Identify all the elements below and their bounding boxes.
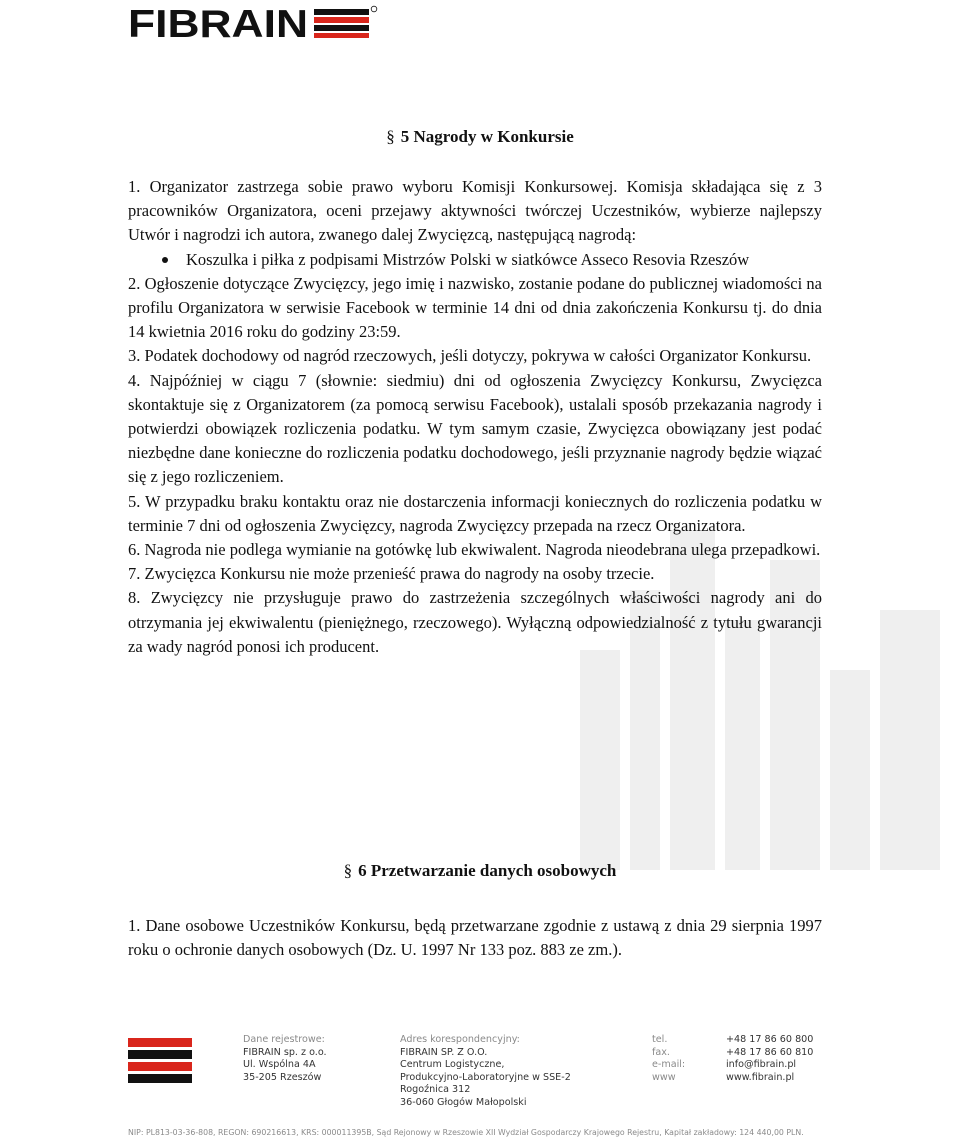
section-6-content: [128, 914, 822, 962]
page-footer: [0, 1030, 960, 1140]
footer-line: 36-060 Głogów Małopolski: [400, 1096, 527, 1108]
footer-logo-icon: [128, 1038, 192, 1088]
footer-label: Adres korespondencyjny:: [400, 1034, 520, 1045]
footer-correspondence: [400, 1034, 571, 1110]
email-label: e-mail:: [652, 1059, 686, 1071]
footer-line: Produkcyjno-Laboratoryjne w SSE-2: [400, 1071, 571, 1083]
section-5-content: [128, 175, 822, 659]
section-mark: §: [386, 127, 395, 146]
fax-value: +48 17 86 60 810: [726, 1046, 814, 1058]
footer-line: Ul. Wspólna 4A: [243, 1059, 316, 1071]
footer-contact-values: [726, 1034, 813, 1084]
logo-stripes-icon: [314, 9, 369, 38]
prize-text: Koszulka i piłka z podpisami Mistrzów Polski w siatkówce Asseco Resovia Rzeszów: [186, 249, 750, 269]
section-6-title-text: 6 Przetwarzanie danych osobowych: [358, 861, 617, 880]
paragraph-5-1: 1. Organizator zastrzega sobie prawo wyboru Komisji Konkursowej. Komisja składająca się z 3 pracowników Organizatora, oceni przejawy aktywności twórczej Uczestników, wybierze najlepszy Utwór i nagrodzi ich autora, zwanego dalej Zwycięzcą, następującą nagrodą:: [128, 177, 822, 245]
footer-line: Centrum Logistyczne,: [400, 1059, 505, 1071]
paragraph-5-8: 8. Zwycięzcy nie przysługuje prawo do zastrzeżenia szczególnych właściwości nagrody ani do otrzymania jej ekwiwalentu (pieniężnego, rzeczowego). Wyłączną odpowiedzialność z tytułu gwarancji za wady nagród ponosi ich producent.: [128, 588, 822, 656]
paragraph-5-3: 3. Podatek dochodowy od nagród rzeczowych, jeśli dotyczy, pokrywa w całości Organizator Konkursu.: [128, 346, 812, 366]
phone-value: +48 17 86 60 800: [726, 1034, 814, 1045]
paragraph-5-4: 4. Najpóźniej w ciągu 7 (słownie: siedmiu) dni od ogłoszenia Zwycięzcy Konkursu, Zwycięzca skontaktuje się z Organizatorem (za pomocą serwisu Facebook), ustalali sposób przekazania nagrody i potwierdzi obowiązek rozliczenia podatku. W tym samym czasie, Zwycięzca obowiązany jest podać niezbędne dane konieczne do rozliczenia podatku dochodowego, jeśli przyznanie nagrody będzie wiązać się z jego rozliczeniem.: [128, 370, 822, 487]
footer-line: FIBRAIN sp. z o.o.: [243, 1046, 327, 1058]
footer-line: FIBRAIN SP. Z O.O.: [400, 1046, 488, 1058]
logo-wordmark: FIBRAIN: [128, 4, 308, 42]
footer-legal-note: NIP: PL813-03-36-808, REGON: 690216613, KRS: 000011395B, Sąd Rejonowy w Rzeszowie XII Wydział Gospodarczy Krajowego Rejestru, Kapitał zakładowy: 124 440,00 PLN.: [128, 1128, 804, 1137]
section-mark: §: [343, 861, 353, 880]
bullet-icon: [162, 257, 168, 263]
registered-icon: [371, 6, 377, 12]
phone-label: tel.: [652, 1034, 668, 1045]
paragraph-5-6: 6. Nagroda nie podlega wymianie na gotówkę lub ekwiwalent. Nagroda nieodebrana ulega przepadkowi.: [128, 540, 821, 560]
section-6-title: [0, 861, 960, 881]
section-5-title-text: 5 Nagrody w Konkursie: [400, 127, 574, 146]
paragraph-5-7: 7. Zwycięzca Konkursu nie może przenieść prawa do nagrody na osoby trzecie.: [128, 564, 655, 584]
prize-bullet-item: [128, 248, 822, 272]
fibrain-logo: [128, 4, 378, 47]
www-label: www: [652, 1071, 676, 1083]
paragraph-5-2: 2. Ogłoszenie dotyczące Zwycięzcy, jego imię i nazwisko, zostanie podane do publicznej wiadomości na profilu Organizatora w serwisie Facebook w terminie 14 dni od dnia zakończenia Konkursu tj. do dnia 14 kwietnia 2016 roku do godziny 23:59.: [128, 273, 822, 342]
website-link[interactable]: www.fibrain.pl: [726, 1071, 795, 1083]
paragraph-6-1: 1. Dane osobowe Uczestników Konkursu, będą przetwarzane zgodnie z ustawą z dnia 29 sierpnia 1997 roku o ochronie danych osobowych (Dz. U. 1997 Nr 133 poz. 883 ze zm.).: [128, 916, 822, 960]
footer-label: Dane rejestrowe:: [243, 1034, 325, 1045]
section-5-title: [0, 127, 960, 147]
email-link[interactable]: info@fibrain.pl: [726, 1059, 797, 1071]
footer-contact-labels: [652, 1034, 685, 1084]
footer-line: Rogoźnica 312: [400, 1084, 471, 1096]
footer-line: 35-205 Rzeszów: [243, 1071, 322, 1083]
paragraph-5-5: 5. W przypadku braku kontaktu oraz nie dostarczenia informacji koniecznych do rozliczenia podatku w terminie 7 dni od ogłoszenia Zwycięzcy, nagroda Zwycięzcy przepada na rzecz Organizatora.: [128, 491, 822, 535]
footer-registration: [243, 1034, 327, 1084]
fax-label: fax.: [652, 1046, 670, 1058]
